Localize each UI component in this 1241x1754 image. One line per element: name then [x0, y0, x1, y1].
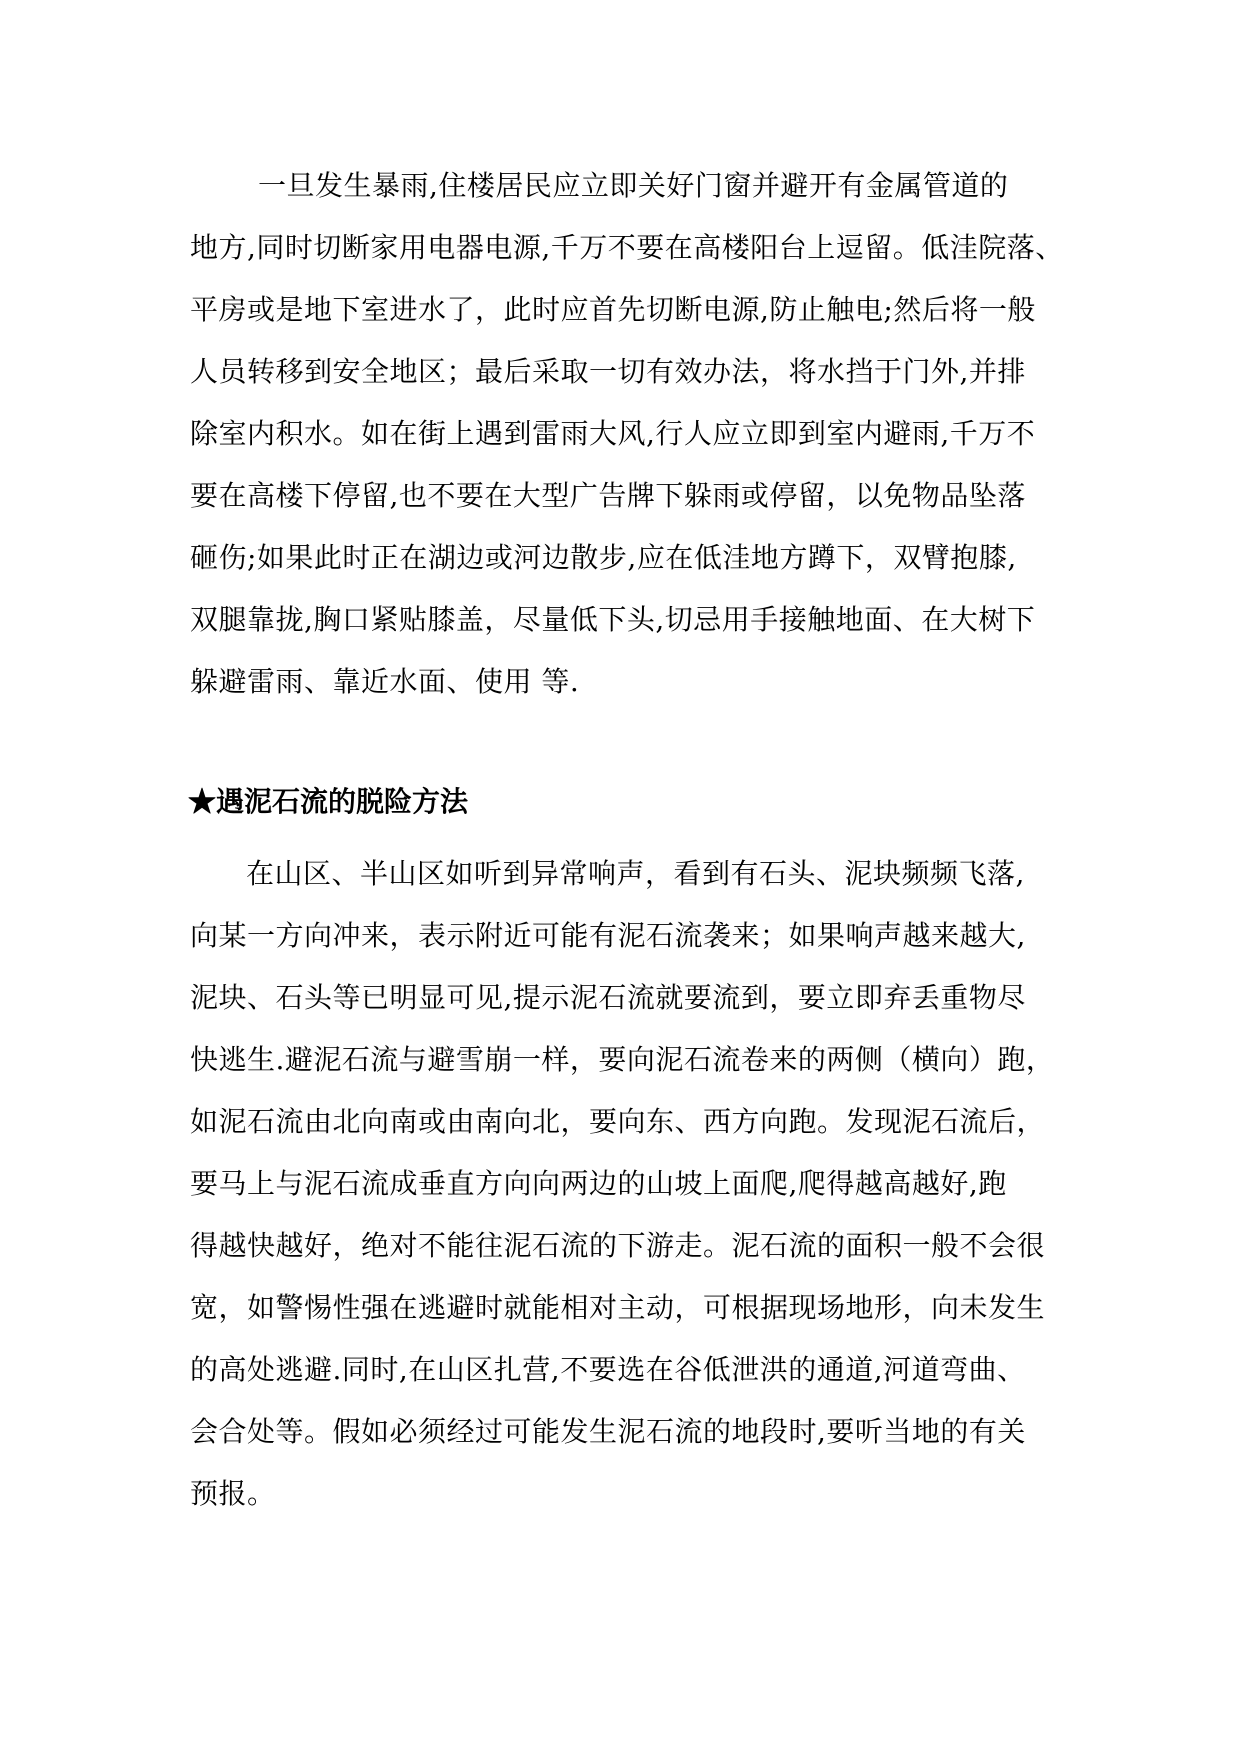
paragraph-line: 在山区、半山区如听到异常响声，看到有石头、泥块频频飞落,	[246, 857, 1025, 890]
paragraph-line: 躲避雷雨、靠近水面、使用 等.	[190, 665, 580, 698]
paragraph-line: 砸伤;如果此时正在湖边或河边散步,应在低洼地方蹲下，双臂抱膝,	[190, 541, 1017, 574]
paragraph-line: 的高处逃避.同时,在山区扎营,不要选在谷低泄洪的通道,河道弯曲、	[190, 1353, 1026, 1386]
paragraph-line: 双腿靠拢,胸口紧贴膝盖，尽量低下头,切忌用手接触地面、在大树下	[190, 603, 1036, 636]
paragraph-line: 泥块、石头等已明显可见,提示泥石流就要流到，要立即弃丢重物尽	[190, 981, 1026, 1014]
paragraph-line: 一旦发生暴雨,住楼居民应立即关好门窗并避开有金属管道的	[258, 169, 1009, 202]
paragraph-line: 地方,同时切断家用电器电源,千万不要在高楼阳台上逗留。低洼院落、	[190, 231, 1064, 264]
section-heading: ★遇泥石流的脱险方法	[188, 785, 469, 818]
paragraph-line: 平房或是地下室进水了，此时应首先切断电源,防止触电;然后将一般	[190, 293, 1036, 326]
paragraph-line: 宽，如警惕性强在逃避时就能相对主动，可根据现场地形，向未发生	[190, 1291, 1046, 1324]
paragraph-line: 会合处等。假如必须经过可能发生泥石流的地段时,要听当地的有关	[190, 1415, 1026, 1448]
paragraph-line: 得越快越好，绝对不能往泥石流的下游走。泥石流的面积一般不会很	[190, 1229, 1046, 1262]
paragraph-line: 人员转移到安全地区；最后采取一切有效办法，将水挡于门外,并排	[190, 355, 1026, 388]
paragraph-line: 快逃生.避泥石流与避雪崩一样，要向泥石流卷来的两侧（横向）跑，	[190, 1043, 1055, 1076]
paragraph-line: 要在高楼下停留,也不要在大型广告牌下躲雨或停留，以免物品坠落	[190, 479, 1026, 512]
paragraph-line: 预报。	[190, 1477, 276, 1510]
paragraph-line: 如泥石流由北向南或由南向北，要向东、西方向跑。发现泥石流后，	[190, 1105, 1046, 1138]
paragraph-line: 除室内积水。如在街上遇到雷雨大风,行人应立即到室内避雨,千万不	[190, 417, 1036, 450]
paragraph-line: 向某一方向冲来，表示附近可能有泥石流袭来；如果响声越来越大,	[190, 919, 1026, 952]
paragraph-line: 要马上与泥石流成垂直方向向两边的山坡上面爬,爬得越高越好,跑	[190, 1167, 1007, 1200]
